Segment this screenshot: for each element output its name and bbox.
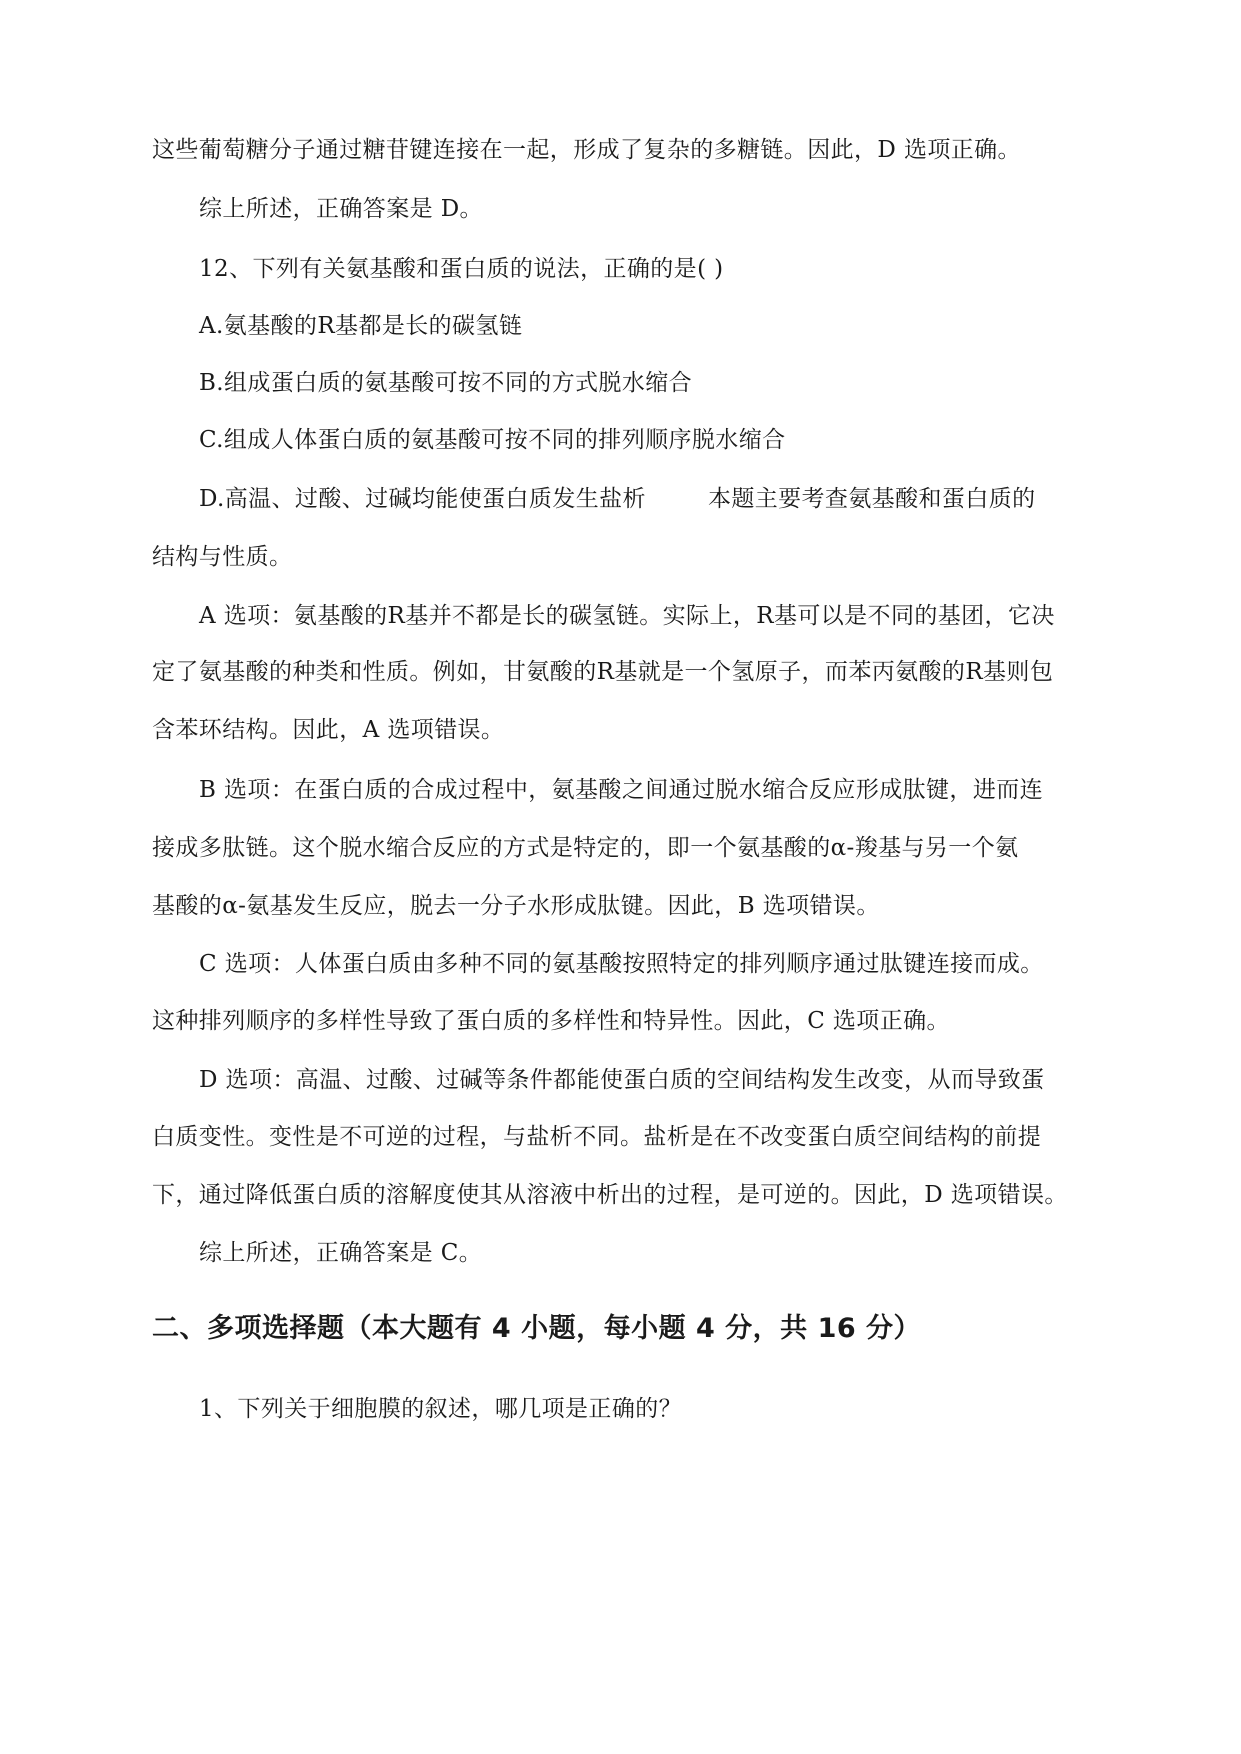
- summary-answer: 综上所述，正确答案是 C。: [199, 1240, 483, 1266]
- option-d: D.高温、过酸、过碱均能使蛋白质发生盐析: [199, 486, 646, 512]
- analysis-b-line-2: 接成多肽链。这个脱水缩合反应的方式是特定的，即一个氨基酸的α-羧基与另一个氨: [152, 835, 1019, 861]
- option-d-line: [199, 485, 1036, 513]
- analysis-intro: 本题主要考查氨基酸和蛋白质的: [707, 486, 1036, 512]
- analysis-b-line-3: 基酸的α-氨基发生反应，脱去一分子水形成肽键。因此，B 选项错误。: [152, 893, 880, 919]
- analysis-c-line-2: 这种排列顺序的多样性导致了蛋白质的多样性和特异性。因此，C 选项正确。: [152, 1008, 950, 1034]
- section-heading: 二、多项选择题（本大题有 4 小题，每小题 4 分，共 16 分）: [152, 1313, 922, 1344]
- analysis-b-line-1: B 选项：在蛋白质的合成过程中，氨基酸之间通过脱水缩合反应形成肽键，进而连: [199, 777, 1044, 803]
- question-1: 1、下列关于细胞膜的叙述，哪几项是正确的？: [199, 1396, 683, 1422]
- analysis-a-line-1: A 选项：氨基酸的R基并不都是长的碳氢链。实际上，R基可以是不同的基团，它决: [199, 603, 1055, 629]
- analysis-d-line-3: 下，通过降低蛋白质的溶解度使其从溶液中析出的过程，是可逆的。因此，D 选项错误。: [152, 1182, 1068, 1208]
- option-b: B.组成蛋白质的氨基酸可按不同的方式脱水缩合: [199, 370, 693, 396]
- analysis-c-line-1: C 选项：人体蛋白质由多种不同的氨基酸按照特定的排列顺序通过肽键连接而成。: [199, 951, 1044, 977]
- analysis-a-line-2: 定了氨基酸的种类和性质。例如，甘氨酸的R基就是一个氢原子，而苯丙氨酸的R基则包: [152, 659, 1054, 685]
- analysis-intro-cont: 结构与性质。: [152, 544, 293, 570]
- question-12: 12、下列有关氨基酸和蛋白质的说法，正确的是( ): [199, 256, 724, 282]
- analysis-d-line-1: D 选项：高温、过酸、过碱等条件都能使蛋白质的空间结构发生改变，从而导致蛋: [199, 1067, 1045, 1093]
- summary-line: 综上所述，正确答案是 D。: [199, 196, 483, 222]
- paragraph-line: 这些葡萄糖分子通过糖苷键连接在一起，形成了复杂的多糖链。因此，D 选项正确。: [152, 137, 1021, 163]
- option-a: A.氨基酸的R基都是长的碳氢链: [199, 313, 523, 339]
- analysis-d-line-2: 白质变性。变性是不可逆的过程，与盐析不同。盐析是在不改变蛋白质空间结构的前提: [152, 1124, 1042, 1150]
- analysis-a-line-3: 含苯环结构。因此，A 选项错误。: [152, 717, 505, 743]
- option-c: C.组成人体蛋白质的氨基酸可按不同的排列顺序脱水缩合: [199, 427, 786, 453]
